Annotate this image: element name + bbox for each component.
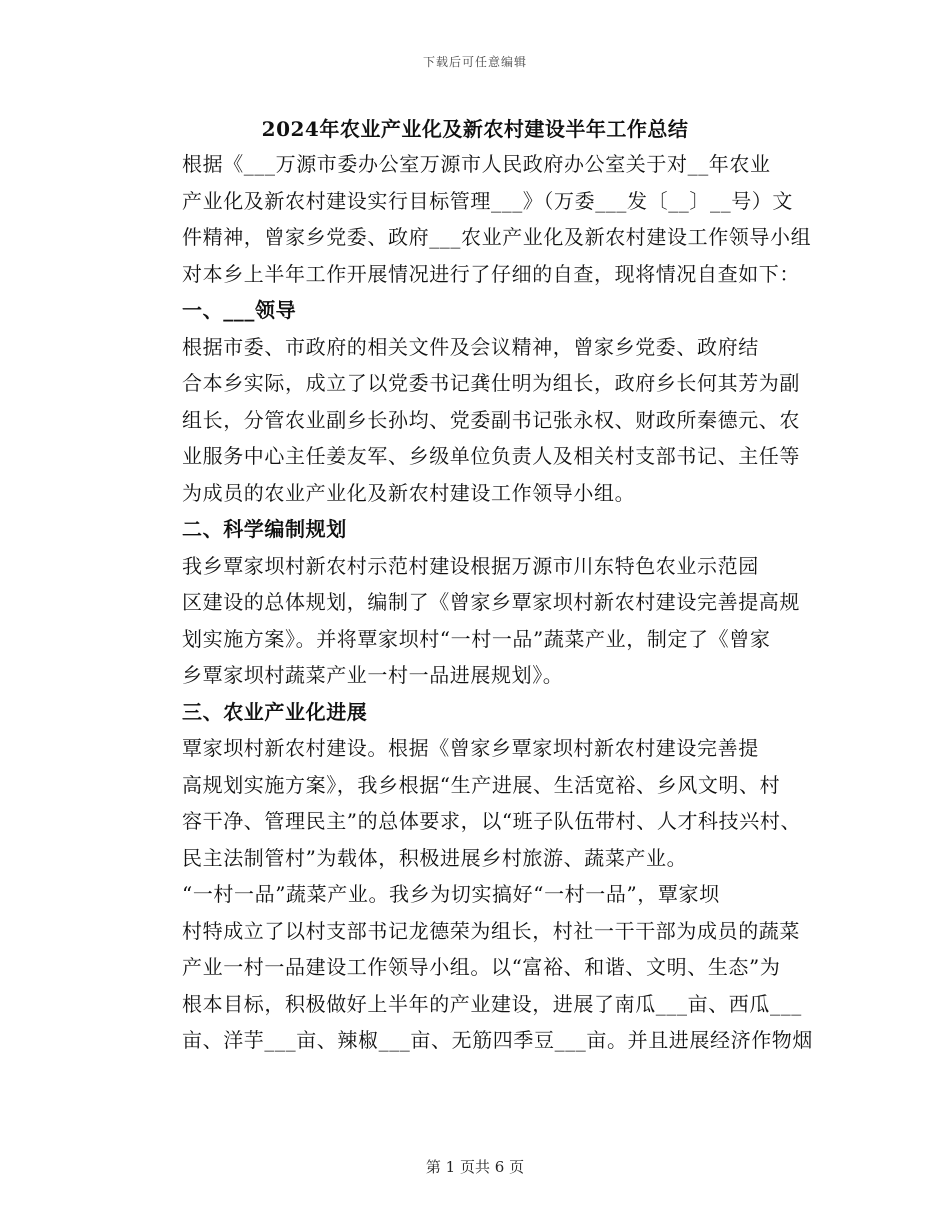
- section-1-paragraph: [142, 329, 808, 512]
- section-2-paragraph: [142, 548, 808, 694]
- section-3-heading: 三、农业产业化进展: [182, 699, 368, 724]
- section-2-line: 划实施方案》。并将覃家坝村“一村一品”蔬菜产业，制定了《曾家: [182, 626, 771, 651]
- intro-line: 产业化及新农村建设实行目标管理___》（万委___发〔__〕__号）文: [182, 188, 793, 213]
- section-1-line: 组长，分管农业副乡长孙均、党委副书记张永权、财政所秦德元、农: [182, 407, 800, 432]
- section-2-line: 我乡覃家坝村新农村示范村建设根据万源市川东特色农业示范园: [182, 553, 759, 578]
- section-3-line: 覃家坝村新农村建设。根据《曾家乡覃家坝村新农村建设完善提: [182, 736, 759, 760]
- intro-line: 件精神，曾家乡党委、政府___农业产业化及新农村建设工作领导小组: [182, 225, 812, 249]
- section-1-heading: 一、___领导: [182, 298, 297, 322]
- section-3-paragraph-1: [142, 730, 808, 876]
- section-2-line: 区建设的总体规划，编制了《曾家乡覃家坝村新农村建设完善提高规: [182, 590, 800, 614]
- intro-line: 根据《___万源市委办公室万源市人民政府办公室关于对__年农业: [182, 152, 771, 176]
- document-title: 2024年农业产业化及新农村建设半年工作总结: [261, 117, 689, 141]
- section-3-line: 高规划实施方案》，我乡根据“生产进展、生活宽裕、乡风文明、村: [182, 772, 781, 797]
- header-note: 下载后可任意编辑: [422, 55, 527, 69]
- section-1-line: 根据市委、市政府的相关文件及会议精神，曾家乡党委、政府结: [182, 334, 759, 359]
- page-number: 第 1 页共 6 页: [425, 1158, 525, 1176]
- document-body: [142, 112, 813, 1059]
- section-1-line: 为成员的农业产业化及新农村建设工作领导小组。: [182, 480, 636, 505]
- intro-paragraph: [142, 146, 812, 292]
- section-3-line: 村特成立了以村支部书记龙德荣为组长，村社一干干部为成员的蔬菜: [182, 918, 800, 943]
- intro-line: 对本乡上半年工作开展情况进行了仔细的自查，现将情况自查如下：: [182, 261, 800, 286]
- section-2-line: 乡覃家坝村蔬菜产业一村一品进展规划》。: [182, 663, 564, 687]
- section-3-line: 根本目标，积极做好上半年的产业建设，进展了南瓜___亩、西瓜___: [182, 991, 802, 1016]
- section-1-line: 业服务中心主任姜友军、乡级单位负责人及相关村支部书记、主任等: [182, 444, 800, 468]
- section-3-line: 容干净、管理民主”的总体要求，以“班子队伍带村、人才科技兴村、: [182, 809, 802, 833]
- section-3-line: 亩、洋芋___亩、辣椒___亩、无筋四季豆___亩。并且进展经济作物烟: [182, 1028, 813, 1052]
- section-3-paragraph-2: [142, 876, 813, 1059]
- section-3-line: “一村一品”蔬菜产业。我乡为切实搞好“一村一品”，覃家坝: [182, 882, 720, 906]
- section-3-line: 产业一村一品建设工作领导小组。以“富裕、和谐、文明、生态”为: [182, 955, 781, 979]
- section-1-line: 合本乡实际，成立了以党委书记龚仕明为组长，政府乡长何其芳为副: [182, 371, 800, 395]
- section-2-heading: 二、科学编制规划: [182, 517, 347, 541]
- section-3-line: 民主法制管村”为载体，积极进展乡村旅游、蔬菜产业。: [182, 845, 688, 870]
